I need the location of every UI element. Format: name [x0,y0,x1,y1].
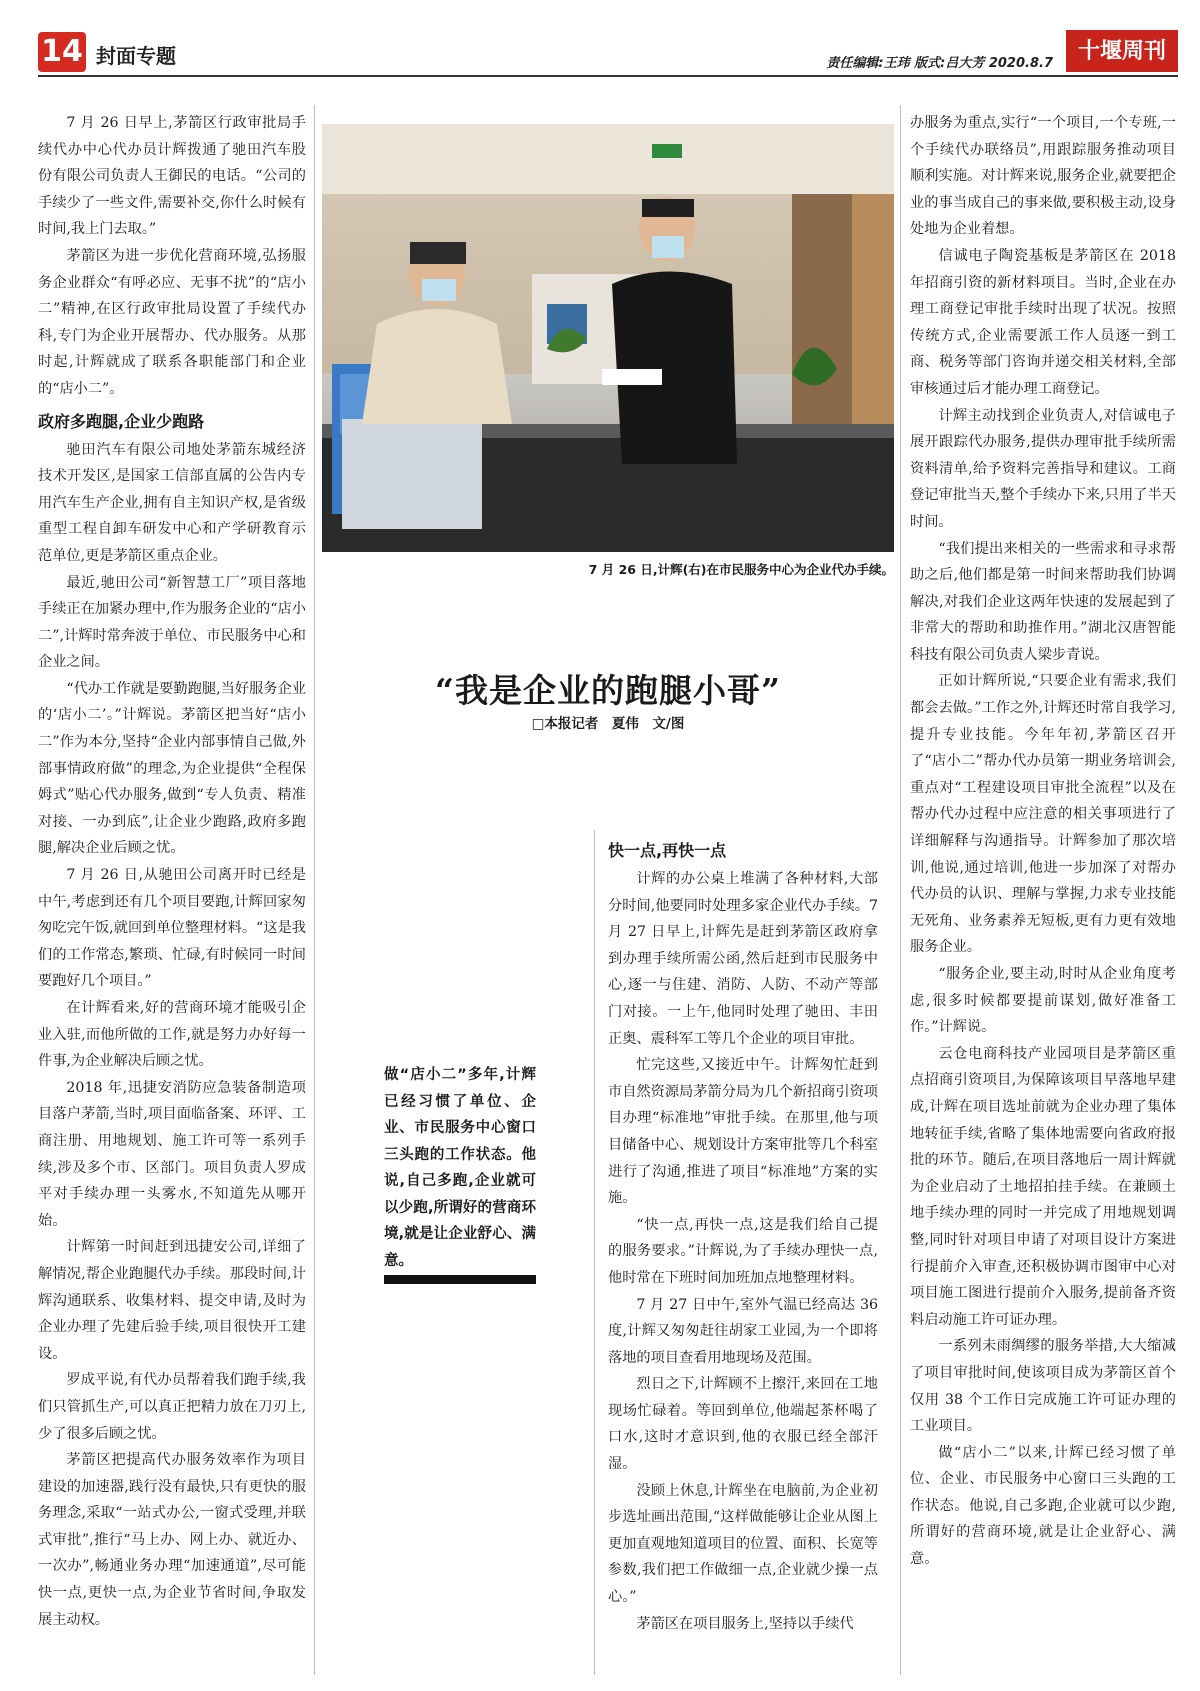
paragraph: 茅箭区把提高代办服务效率作为项目建设的加速器,践行没有最快,只有更快的服务理念,采取“一站式办公,一窗式受理,并联式审批”,推行“马上办、网上办、就近办、一次办”,畅通业务办理“加速通道”,尽可能快一点,更快一点,为企业节省时间,争取发展主动权。 [38,1452,306,1628]
column-divider [900,105,901,1675]
paragraph: 2018 年,迅捷安消防应急装备制造项目落户茅箭,当时,项目面临备案、环评、工商注册、用地规划、施工许可等一系列手续,涉及多个市、区部门。项目负责人罗成平对手续办理一头雾水,不知道先从哪开始。 [38,1079,306,1229]
page-header [38,30,1178,75]
pull-quote-bar [384,1275,536,1284]
article-byline: □本报记者 夏伟 文/图 [531,716,685,732]
paragraph: 茅箭区为进一步优化营商环境,弘扬服务企业群众“有呼必应、无事不扰”的“店小二”精神,在区行政审批局设置了手续代办科,专门为企业开展帮办、代办服务。从那时起,计辉就成了联系各职能部门和企业的“店小二”。 [38,247,306,397]
paragraph: 在计辉看来,好的营商环境才能吸引企业入驻,而他所做的工作,就是努力办好每一件事,为企业解决后顾之忧。 [38,1000,306,1070]
paragraph: 办服务为重点,实行“一个项目,一个专班,一个手续代办联络员”,用跟踪服务推动项目顺利实施。对计辉来说,服务企业,就要把企业的事当成自己的事来做,要积极主动,设身处地为企业着想。 [910,115,1176,238]
paragraph: 烈日之下,计辉顾不上擦汗,来回在工地现场忙碌着。等回到单位,他端起茶杯喝了口水,这时才意识到,他的衣服已经全部汗湿。 [608,1376,878,1473]
paragraph: 计辉的办公桌上堆满了各种材料,大部分时间,他要同时处理多家企业代办手续。7 月 27 日早上,计辉先是赶到茅箭区政府拿到办理手续所需公函,然后赶到市民服务中心,逐一与住建、消防、人防、不动产等部门对接。一上午,他同时处理了驰田、丰田正奥、震科军工等几个企业的项目审批。 [608,871,878,1047]
photo-caption: 7 月 26 日,计辉(右)在市民服务中心为企业代办手续。 [588,562,894,577]
editor-credits: 责任编辑:王玮 版式:吕大芳 2020.8.7 [826,56,1053,71]
paragraph: 正如计辉所说,“只要企业有需求,我们都会去做。”工作之外,计辉还时常自我学习,提升专业技能。今年年初,茅箭区召开了“店小二”帮办代办员第一期业务培训会,重点对“工程建设项目审批全流程”以及在帮办代办过程中应注意的相关事项进行了详细解释与沟通指导。计辉参加了那次培训,他说,通过培训,他进一步加深了对帮办代办员的认识、理解与掌握,力求专业技能无死角、业务素养无短板,更有力更有效地服务企业。 [910,673,1176,956]
paragraph: 计辉第一时间赶到迅捷安公司,详细了解情况,帮企业跑腿代办手续。那段时间,计辉沟通联系、收集材料、提交申请,及时为企业办理了先建后验手续,项目很快开工建设。 [38,1239,306,1362]
paragraph: 最近,驰田公司“新智慧工厂”项目落地手续正在加紧办理中,作为服务企业的“店小二”,计辉时常奔波于单位、市民服务中心和企业之间。 [38,574,306,671]
paragraph: 信诚电子陶瓷基板是茅箭区在 2018 年招商引资的新材料项目。当时,企业在办理工商登记审批手续时出现了状况。按照传统方式,企业需要派工作人员逐一到工商、税务等部门咨询并递交相关材料,全部审核通过后才能办理工商登记。 [910,247,1176,397]
paragraph: 罗成平说,有代办员帮着我们跑手续,我们只管抓生产,可以真正把精力放在刀刃上,少了很多后顾之忧。 [38,1372,306,1442]
paragraph: 做“店小二”以来,计辉已经习惯了单位、企业、市民服务中心窗口三头跑的工作状态。他说,自己多跑,企业就可以少跑,所谓好的营商环境,就是让企业舒心、满意。 [910,1444,1176,1568]
paragraph: “服务企业,要主动,时时从企业角度考虑,很多时候都要提前谋划,做好准备工作。”计辉说。 [910,966,1176,1036]
service-center-photo [322,124,894,552]
column-divider [594,830,595,1675]
paragraph: 计辉主动找到企业负责人,对信诚电子展开跟踪代办服务,提供办理审批手续所需资料清单,给予资料完善指导和建议。工商登记审批当天,整个手续办下来,只用了半天时间。 [910,407,1176,530]
news-photo [322,124,894,552]
paragraph: “代办工作就是要勤跑腿,当好服务企业的‘店小二’。”计辉说。茅箭区把当好“店小二”作为本分,坚持“企业内部事情自己做,外部事情政府做”的理念,为企业提供“全程保姆式”贴心代办服务,做到“专人负责、精准对接、一办到底”,让企业少跑路,政府多跑腿,解决企业后顾之忧。 [38,680,306,857]
subheading: 快一点,再快一点 [608,841,727,860]
article-column-1 [38,110,306,1633]
paragraph: “快一点,再快一点,这是我们给自己提的服务要求。”计辉说,为了手续办理快一点,他时常在下班时间加班加点地整理材料。 [608,1216,878,1286]
page-number: 14 [38,32,86,72]
paragraph: 茅箭区在项目服务上,坚持以手续代 [636,1615,854,1632]
column-divider [314,105,315,1675]
paragraph: 驰田汽车有限公司地处茅箭东城经济技术开发区,是国家工信部直属的公告内专用汽车生产企业,拥有自主知识产权,是省级重型工程自卸车研发中心和产学研教育示范单位,更是茅箭区重点企业。 [38,441,306,564]
article-column-3 [608,832,878,1637]
paragraph: 7 月 27 日中午,室外气温已经高达 36 度,计辉又匆匆赶往胡家工业园,为一个即将落地的项目查看用地现场及范围。 [608,1296,878,1366]
paragraph: 没顾上休息,计辉坐在电脑前,为企业初步选址画出范围,“这样做能够让企业从图上更加直观地知道项目的位置、面积、长宽等参数,我们把工作做细一点,企业就少操一点心。” [608,1482,878,1606]
paragraph: 7 月 26 日早上,茅箭区行政审批局手续代办中心代办员计辉拨通了驰田汽车股份有限公司负责人王御民的电话。“公司的手续少了一些文件,需要补交,你什么时候有时间,我上门去取。” [38,115,306,238]
paragraph: 7 月 26 日,从驰田公司离开时已经是中午,考虑到还有几个项目要跑,计辉回家匆匆吃完午饭,就回到单位整理材料。“这是我们的工作常态,繁琐、忙碌,有时候同一时间要跑好几个项目。” [38,867,306,990]
paragraph: 忙完这些,又接近中午。计辉匆忙赶到市自然资源局茅箭分局为几个新招商引资项目办理“标准地”审批手续。在那里,他与项目储备中心、规划设计方案审批等几个科室进行了沟通,推进了项目“标准地”方案的实施。 [608,1057,878,1207]
paragraph: “我们提出来相关的一些需求和寻求帮助之后,他们都是第一时间来帮助我们协调解决,对我们企业这两年快速的发展起到了非常大的帮助和助推作用。”湖北汉唐智能科技有限公司负责人梁步青说。 [910,540,1176,663]
article-title: “我是企业的跑腿小哥” [435,671,781,710]
subheading: 政府多跑腿,企业少跑路 [38,411,205,431]
header-rule [38,75,1178,77]
pull-quote: 做“店小二”多年,计辉已经习惯了单位、企业、市民服务中心窗口三头跑的工作状态。他说,自己多跑,企业就可以少跑,所谓好的营商环境,就是让企业舒心、满意。 [384,1067,536,1269]
paragraph: 一系列未雨绸缪的服务举措,大大缩减了项目审批时间,使该项目成为茅箭区首个仅用 38 个工作日完成施工许可证办理的工业项目。 [910,1338,1176,1435]
paragraph: 云仓电商科技产业园项目是茅箭区重点招商引资项目,为保障该项目早落地早建成,计辉在项目选址前就为企业办理了集体地转征手续,省略了集体地需要向省政府报批的环节。随后,在项目落地后一周计辉就为企业启动了土地招拍挂手续。在兼顾土地手续办理的同时一并完成了用地规划调整,同时针对项目申请了对项目设计方案进行提前介入审查,还积极协调市图审中心对项目施工图进行提前介入服务,提前备齐资料启动施工许可证办理。 [910,1045,1176,1328]
masthead-logo: 十堰周刊 [1066,30,1178,72]
article-column-4 [910,110,1176,1573]
section-title: 封面专题 [96,44,176,68]
